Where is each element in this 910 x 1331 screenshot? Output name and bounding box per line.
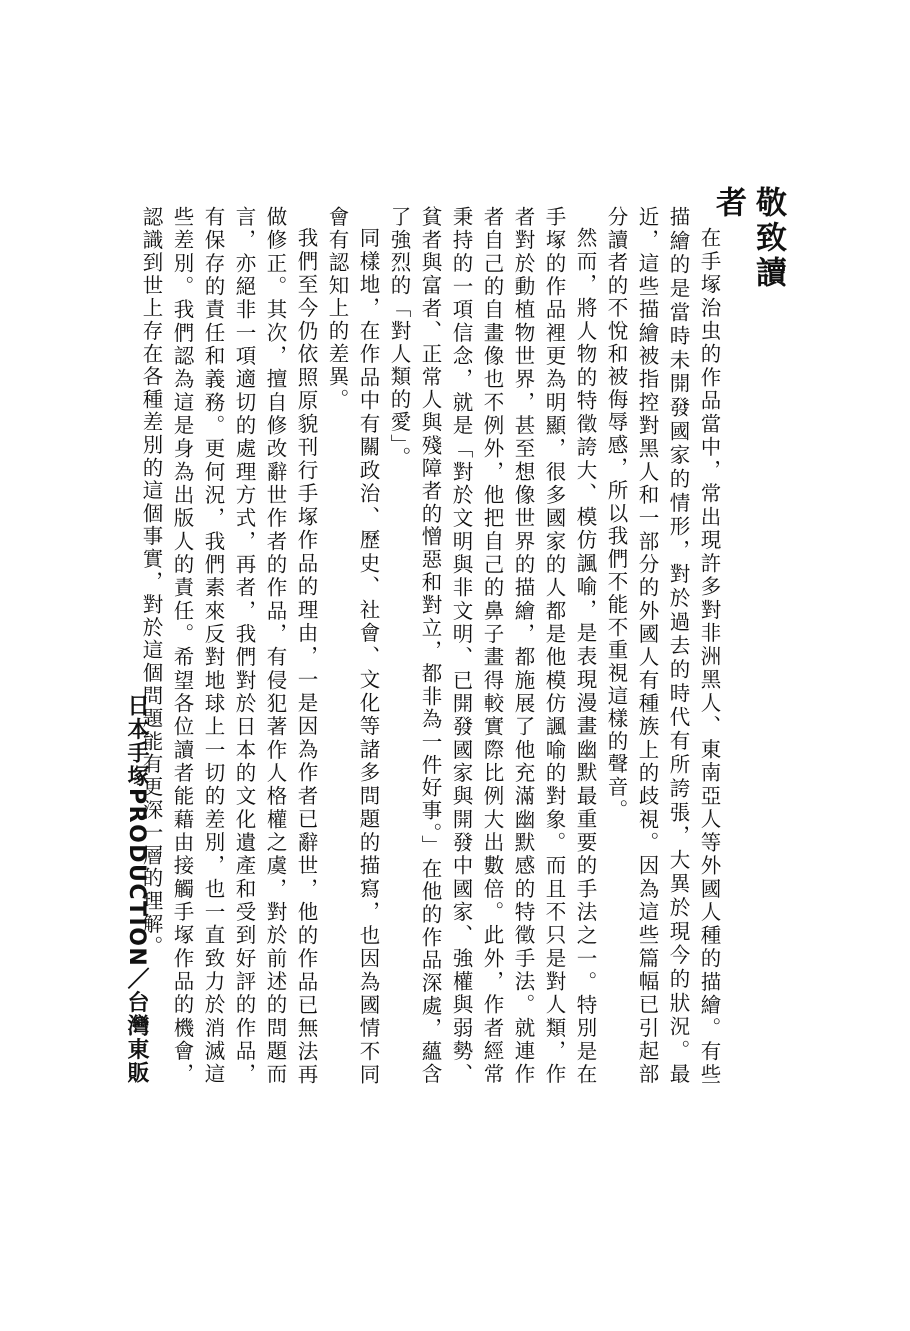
publisher-credit: 日本手塚PRODUCTION／台灣東販 <box>124 694 149 1085</box>
notice-body <box>139 206 724 1086</box>
page-title: 敬致讀者 <box>710 186 786 291</box>
paragraph-1: 在手塚治虫的作品當中，常出現許多對非洲黑人、東南亞人等外國人種的描繪。有些描繪的是當時未開發國家的情形，對於過去的時代有所誇張，大異於現今的狀況。最近，這些描繪被指控對黑人和一部分的外國人有種族上的歧視。因為這些篇幅已引起部分讀者的不悅和被侮辱感，所以我們不能不重視這樣的聲音。 <box>604 206 721 1086</box>
paragraph-4: 我們至今仍依照原貌刊行手塚作品的理由，一是因為作者已辭世，他的作品已無法再做修正。其次，擅自修改辭世作者的作品，有侵犯著作人格權之虞，對於前述的問題而言，亦絕非一項適切的處理方式，再者，我們對於日本的文化遺產和受到好評的作品，有保存的責任和義務。更何況，我們素來反對地球上一切的差別，也一直致力於消滅這些差別。我們認為這是身為出版人的責任。希望各位讀者能藉由接觸手塚作品的機會，認識到世上存在各種差別的這個事實，對於這個問題能有更深一層的理解。 <box>139 206 318 1086</box>
paragraph-2: 然而，將人物的特徵誇大、模仿諷喻，是表現漫畫幽默最重要的手法之一。特別是在手塚的作品裡更為明顯，很多國家的人都是他模仿諷喻的對象。而且不只是對人類，作者對於動植物世界，甚至想像世界的描繪，都施展了他充滿幽默感的特徵手法。就連作者自己的自畫像也不例外，他把自己的鼻子畫得較實際比例大出數倍。此外，作者經常秉持的一項信念，就是「對於文明與非文明、已開發國家與開發中國家、強權與弱勢、貧者與富者、正常人與殘障者的憎惡和對立，都非為一件好事。」在他的作品深處，蘊含了強烈的「對人類的愛」。 <box>387 206 597 1086</box>
paragraph-3: 同樣地，在作品中有關政治、歷史、社會、文化等諸多問題的描寫，也因為國情不同會有認知上的差異。 <box>325 206 380 1086</box>
